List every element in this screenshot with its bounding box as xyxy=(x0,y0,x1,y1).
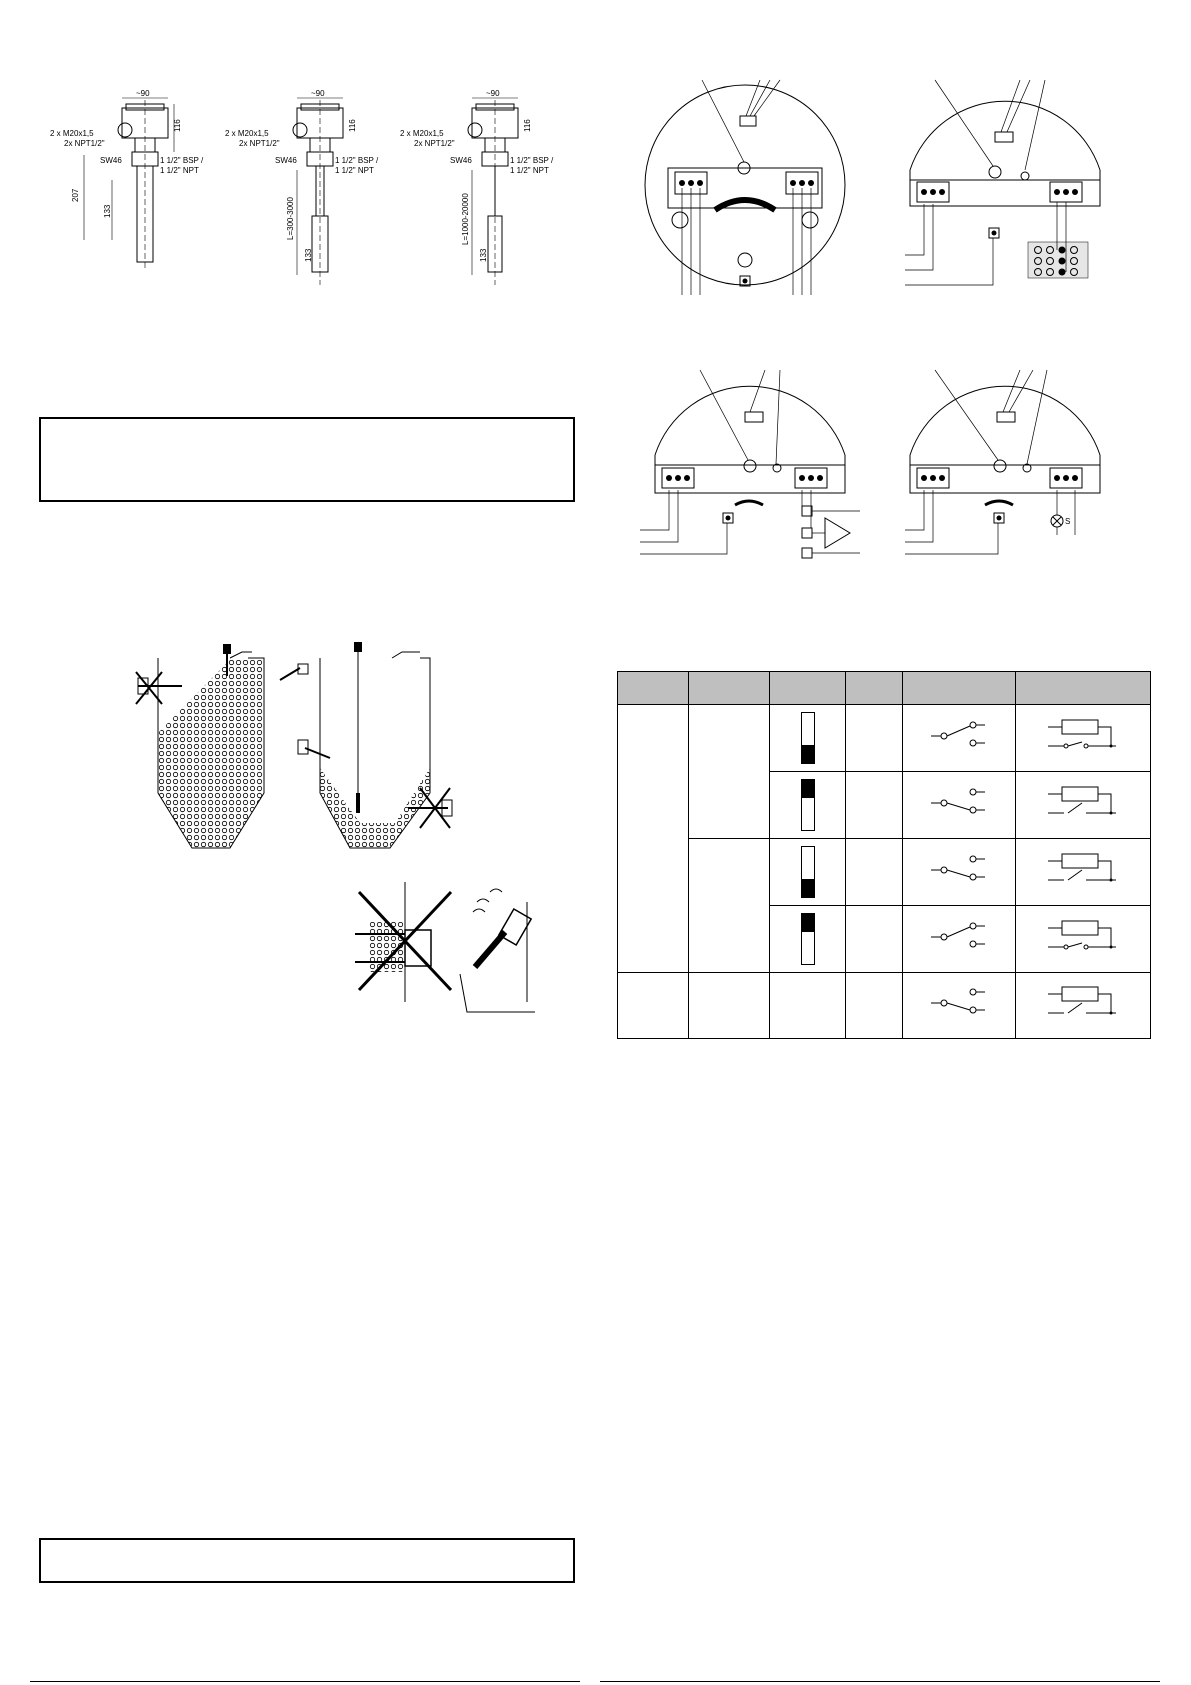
wrench-label: SW46 xyxy=(275,156,297,165)
thread2-label: 2x NPT1/2" xyxy=(414,139,455,148)
contact-cell xyxy=(903,839,1016,906)
relay-cell xyxy=(1016,906,1151,973)
footer-rule-left xyxy=(30,1681,580,1682)
contact-cell xyxy=(903,973,1016,1039)
changeover-contact-icon xyxy=(903,773,1015,833)
width-label: ~90 xyxy=(136,89,150,98)
table-cell xyxy=(689,973,770,1039)
table-header-cell xyxy=(903,672,1016,705)
table-header-cell xyxy=(770,672,846,705)
conn2-label: 1 1/2" NPT xyxy=(160,166,199,175)
dimension-drawing-1 xyxy=(50,89,204,270)
probe-label: 133 xyxy=(479,248,488,262)
thread2-label: 2x NPT1/2" xyxy=(239,139,280,148)
relay-coil-icon xyxy=(1016,840,1150,900)
dip-switch-icon xyxy=(801,712,815,764)
thread1-label: 2 x M20x1,5 xyxy=(50,129,94,138)
table-header-cell xyxy=(618,672,689,705)
relay-coil-icon xyxy=(1016,706,1150,766)
wiring-diagram-1 xyxy=(640,80,860,295)
dimension-drawing-2 xyxy=(225,89,379,285)
table-cell xyxy=(846,839,903,906)
incorrect-mounting xyxy=(355,882,451,1002)
thread2-label: 2x NPT1/2" xyxy=(64,139,105,148)
table-header-cell xyxy=(689,672,770,705)
relay-coil-icon xyxy=(1016,907,1150,967)
table-cell xyxy=(846,973,903,1039)
table-cell xyxy=(846,906,903,973)
table-cell xyxy=(618,705,689,973)
table-cell xyxy=(846,772,903,839)
table-cell xyxy=(846,705,903,772)
height-label: 116 xyxy=(523,119,532,132)
footer-rule-right xyxy=(600,1681,1160,1682)
conn1-label: 1 1/2" BSP / xyxy=(335,156,379,165)
relay-cell xyxy=(1016,705,1151,772)
table-cell xyxy=(770,973,846,1039)
width-label: ~90 xyxy=(311,89,325,98)
table-header-cell xyxy=(846,672,903,705)
dip-switch-cell xyxy=(770,705,846,772)
length-label: L=300-3000 xyxy=(286,197,295,240)
wiring-diagram-3 xyxy=(640,370,860,560)
height-label: 116 xyxy=(173,119,182,132)
mounting-detail-diagram xyxy=(355,872,535,1012)
correct-mounting xyxy=(460,889,535,1012)
note-box-top xyxy=(39,417,575,502)
table-cell xyxy=(689,839,770,973)
amplifier-symbol xyxy=(802,490,860,558)
lamp-label: S xyxy=(1065,517,1071,526)
contact-cell xyxy=(903,906,1016,973)
table-header-row xyxy=(618,672,1151,705)
silo-installation-diagram xyxy=(130,638,490,858)
conn1-label: 1 1/2" BSP / xyxy=(510,156,554,165)
probe-label: 133 xyxy=(103,204,112,218)
contact-cell xyxy=(903,705,1016,772)
probe-label: 133 xyxy=(304,248,313,262)
width-label: ~90 xyxy=(486,89,500,98)
conn2-label: 1 1/2" NPT xyxy=(335,166,374,175)
height-label: 116 xyxy=(348,119,357,132)
conn1-label: 1 1/2" BSP / xyxy=(160,156,204,165)
relay-cell xyxy=(1016,772,1151,839)
changeover-contact-icon xyxy=(903,973,1015,1033)
wrench-label: SW46 xyxy=(100,156,122,165)
relay-coil-icon xyxy=(1016,973,1150,1033)
dimension-drawings xyxy=(40,90,580,300)
relay-coil-icon xyxy=(1016,773,1150,833)
changeover-contact-icon xyxy=(903,706,1015,766)
changeover-contact-icon xyxy=(903,840,1015,900)
dip-switch-icon xyxy=(801,846,815,898)
note-box-bottom xyxy=(39,1538,575,1583)
relay-cell xyxy=(1016,839,1151,906)
silo-left xyxy=(136,644,308,848)
dip-switch-icon xyxy=(801,779,815,831)
dimension-drawing-3 xyxy=(400,89,554,285)
overall-label: 207 xyxy=(71,188,80,202)
signal-lamp xyxy=(1051,490,1075,535)
thread1-label: 2 x M20x1,5 xyxy=(225,129,269,138)
table-cell xyxy=(618,973,689,1039)
thread1-label: 2 x M20x1,5 xyxy=(400,129,444,138)
length-label: L=1000-20000 xyxy=(461,193,470,245)
silo-right xyxy=(298,642,452,848)
relay-terminal-block xyxy=(1028,202,1088,278)
table-row xyxy=(618,839,1151,906)
dip-switch-icon xyxy=(801,913,815,965)
wiring-diagram-2 xyxy=(905,80,1105,295)
table-header-cell xyxy=(1016,672,1151,705)
dip-switch-cell xyxy=(770,906,846,973)
switching-function-table xyxy=(617,671,1151,1039)
table-cell xyxy=(689,705,770,839)
contact-cell xyxy=(903,772,1016,839)
conn2-label: 1 1/2" NPT xyxy=(510,166,549,175)
wrench-label: SW46 xyxy=(450,156,472,165)
dip-switch-cell xyxy=(770,772,846,839)
table-row xyxy=(618,705,1151,772)
table-row xyxy=(618,973,1151,1039)
relay-cell xyxy=(1016,973,1151,1039)
changeover-contact-icon xyxy=(903,907,1015,967)
dip-switch-cell xyxy=(770,839,846,906)
wiring-diagram-4 xyxy=(905,370,1105,560)
